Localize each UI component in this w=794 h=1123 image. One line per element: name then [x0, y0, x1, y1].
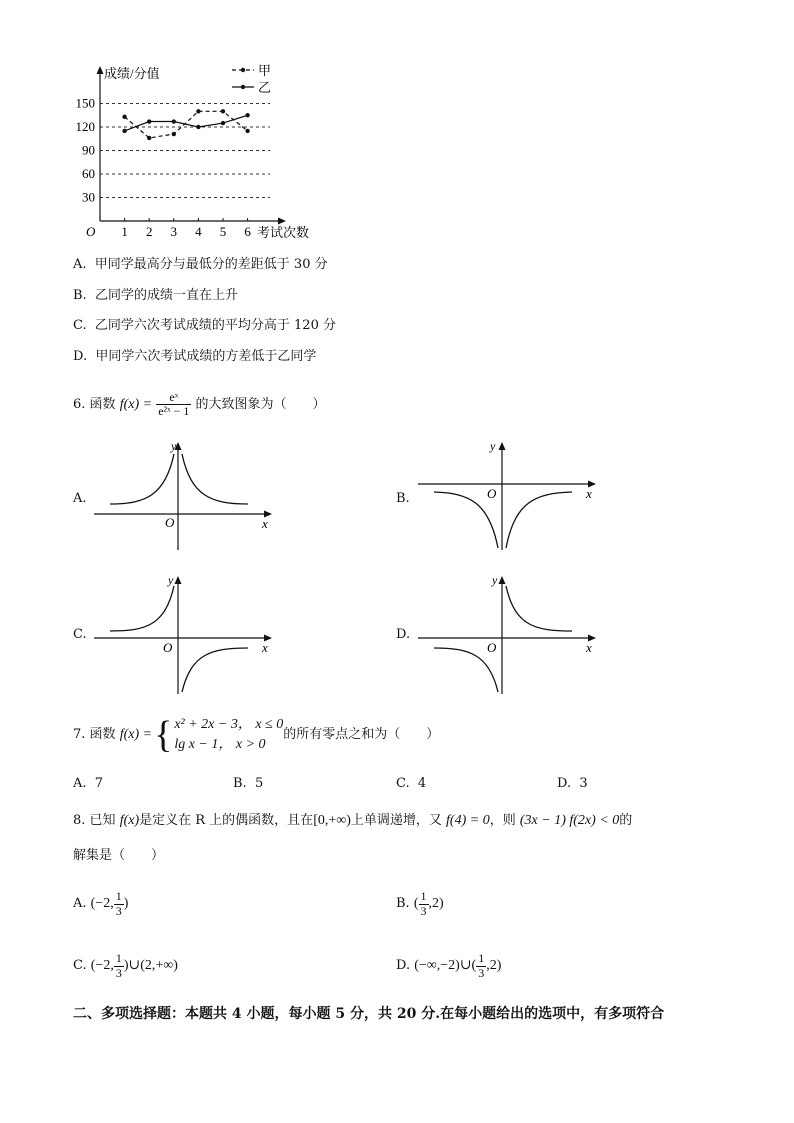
axis-x-label: x: [262, 640, 268, 655]
legend-label: 甲: [258, 63, 272, 78]
q7-option-a: A. 7: [73, 776, 104, 791]
q8-option-b: B. ( $\frac{1}{3}$ ,2): [396, 889, 444, 918]
x-tick-label: 4: [195, 224, 202, 239]
data-point: [147, 136, 151, 140]
x-axis-arrow: [278, 218, 286, 225]
data-point: [221, 121, 225, 125]
q7-cases: x² + 2x − 3， x ≤ 0 lg x − 1， x > 0: [174, 717, 284, 752]
score-line-chart: [60, 58, 330, 248]
y-tick-label: 120: [75, 119, 95, 134]
y-tick-label: 90: [82, 142, 95, 158]
q7-stem: 7. 函数 f(x) = { x² + 2x − 3， x ≤ 0 lg x − 1， x > 0 的所有零点之和为（ ）: [73, 714, 440, 756]
data-point: [172, 119, 176, 123]
q7-option-d: D. 3: [557, 776, 588, 791]
section-2-heading: 二、多项选择题：本题共 4 小题，每小题 5 分，共 20 分.在每小题给出的选项中，有多项符合: [73, 1006, 665, 1022]
q6-graph-d: [414, 570, 604, 698]
q8-stem-line2: 解集是（ ）: [73, 848, 165, 863]
q5-option-b: B. 乙同学的成绩一直在上升: [73, 288, 238, 303]
y-tick-label: 60: [82, 166, 95, 181]
q6-fraction: $\frac{\text{eˣ}}{\text{e²ˣ − 1}}$: [158, 389, 190, 418]
data-point: [196, 125, 200, 129]
q5-option-d: D. 甲同学六次考试成绩的方差低于乙同学: [73, 349, 317, 364]
q8-option-a: A. (−2, $\frac{1}{3}$ ): [73, 889, 129, 918]
axis-y-label: y: [492, 573, 498, 587]
axis-y-label: y: [171, 439, 177, 453]
data-point: [221, 109, 225, 113]
q6-graph-a: [90, 436, 280, 554]
origin-label: O: [86, 224, 96, 239]
legend-marker: [241, 68, 245, 72]
x-tick-label: 5: [219, 224, 227, 239]
y-tick-label: 30: [82, 189, 95, 205]
q6-graph-b-letter: B.: [396, 491, 410, 506]
q7-brace: {: [154, 714, 173, 756]
q6-graph-c-letter: C.: [73, 627, 87, 642]
axis-y-label: y: [490, 439, 496, 453]
q6-stem: 6. 函数 f(x) = $\frac{\text{eˣ}}{\text{e²ˣ − 1}}$ 的大致图象为（ ）: [73, 389, 326, 418]
y-axis-arrow: [97, 66, 104, 74]
origin-label: O: [487, 486, 497, 501]
q5-option-c: C. 乙同学六次考试成绩的平均分高于 120 分: [73, 318, 336, 333]
axis-x-label: x: [586, 486, 592, 501]
y-axis-title: 成绩/分值: [104, 66, 160, 81]
data-point: [245, 113, 249, 117]
data-point: [245, 129, 249, 133]
origin-label: O: [165, 515, 175, 530]
axis-y-label: y: [168, 573, 174, 587]
q6-graph-c: [90, 570, 280, 698]
data-point: [147, 119, 151, 123]
q8-stem-line1: 8. 已知 f(x)是定义在 R 上的偶函数，且在[0,+∞)上单调递增，又 f(4) = 0，则 (3x − 1) f(2x) < 0的: [73, 813, 633, 828]
axis-x-label: x: [262, 516, 268, 531]
q8-option-c: C. (−2, $\frac{1}{3}$ )∪(2,+∞): [73, 951, 178, 980]
y-tick-label: 150: [75, 95, 95, 111]
data-point: [122, 115, 126, 119]
origin-label: O: [163, 640, 173, 655]
data-point: [196, 109, 200, 113]
q6-graph-a-letter: A.: [73, 491, 87, 506]
q6-graph-b: [414, 436, 604, 554]
data-point: [172, 132, 176, 136]
q8-option-d: D. (−∞,−2)∪( $\frac{1}{3}$ ,2): [396, 951, 502, 980]
origin-label: O: [487, 640, 497, 655]
legend-marker: [241, 85, 245, 89]
axis-x-label: x: [586, 640, 592, 655]
q7-option-c: C. 4: [396, 776, 427, 791]
x-tick-label: 2: [145, 224, 153, 239]
x-tick-label: 6: [244, 224, 251, 239]
q5-option-a: A. 甲同学最高分与最低分的差距低于 30 分: [73, 257, 328, 272]
q6-graph-d-letter: D.: [396, 627, 411, 642]
x-axis-title: 考试次数: [257, 225, 310, 240]
q7-option-b: B. 5: [233, 776, 264, 791]
x-tick-label: 1: [121, 224, 128, 239]
data-point: [122, 129, 126, 133]
x-tick-label: 3: [170, 224, 178, 239]
legend-label: 乙: [258, 80, 272, 95]
